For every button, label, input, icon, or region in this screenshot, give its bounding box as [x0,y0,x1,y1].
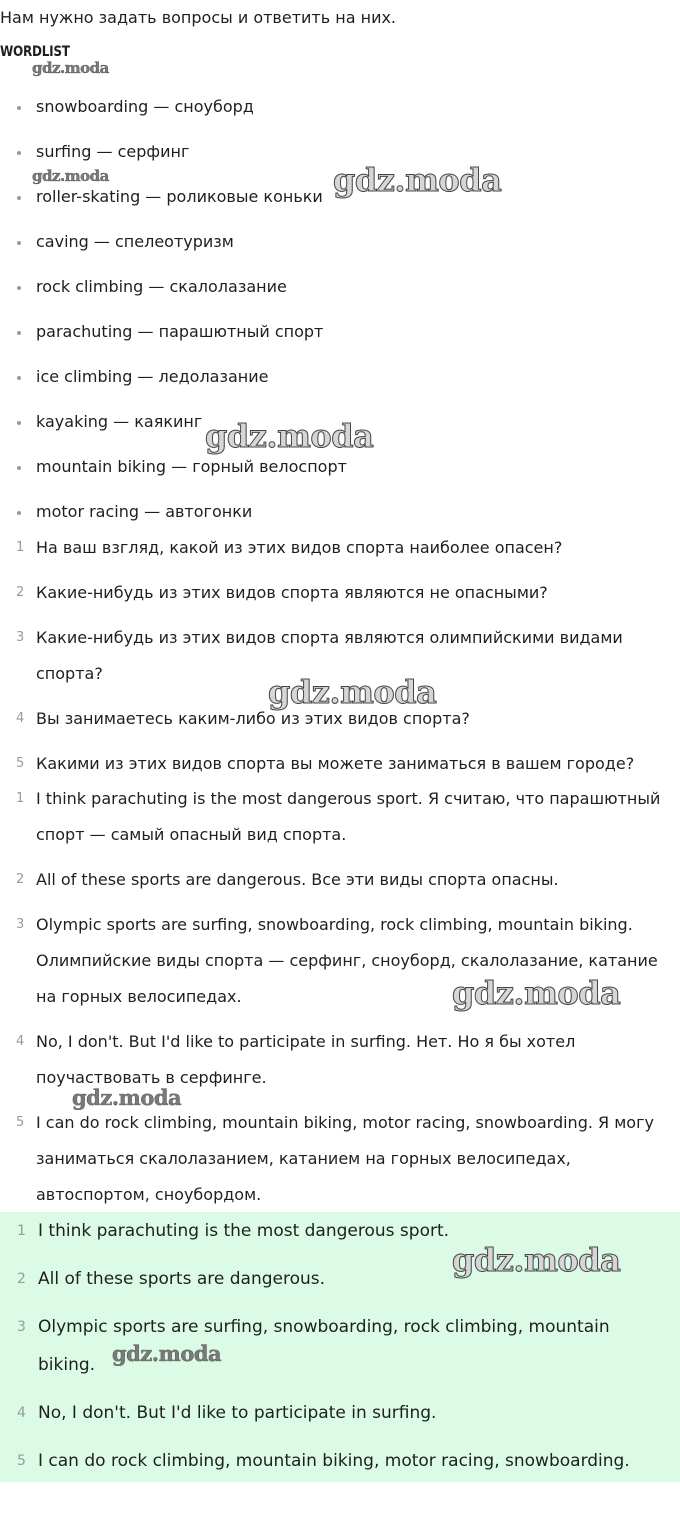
question-item [0,530,672,566]
answer-item [0,862,672,898]
short-answer-item [0,1212,660,1250]
answer-text: All of these sports are dangerous. Все эти виды спорта опасны. [36,870,559,889]
bullet-icon [17,466,21,470]
answer-item [0,781,672,853]
wordlist-item-text: surfing — серфинг [36,142,190,161]
item-number: 3 [16,630,25,645]
bullet-icon [17,106,21,110]
watermark: gdz.moda [452,974,621,1012]
intro-text: Нам нужно задать вопросы и ответить на них. [0,8,397,27]
question-text: На ваш взгляд, какой из этих видов спорта наиболее опасен? [36,538,563,557]
bullet-icon [17,151,21,155]
item-number: 1 [16,791,25,806]
watermark: gdz.moda [32,59,109,77]
question-item [0,701,672,737]
answer-item [0,907,672,1015]
item-number: 5 [16,756,25,771]
item-number: 1 [17,1223,26,1239]
wordlist-item [0,405,680,450]
question-text: Какими из этих видов спорта вы можете заниматься в вашем городе? [36,754,635,773]
item-number: 2 [16,872,25,887]
watermark: gdz.moda [333,161,502,199]
answers-list [0,781,672,1222]
question-text: Вы занимаетесь каким-либо из этих видов спорта? [36,709,470,728]
question-text: Какие-нибудь из этих видов спорта являются олимпийскими видами спорта? [36,628,623,683]
short-answer-text: No, I don't. But I'd like to participate in surfing. [38,1403,437,1423]
wordlist-item [0,225,680,270]
wordlist-item-text: ice climbing — ледолазание [36,367,269,386]
watermark: gdz.moda [112,1341,222,1366]
short-answer-item [0,1394,660,1432]
watermark: gdz.moda [205,417,374,455]
wordlist-item [0,315,680,360]
answer-text: I can do rock climbing, mountain biking, motor racing, snowboarding. Я могу заниматься скалолазанием, катанием на горных велосипедах, автоспортом, сноубордом. [36,1113,654,1204]
bullet-icon [17,511,21,515]
bullet-icon [17,376,21,380]
bullet-icon [17,286,21,290]
item-number: 5 [16,1115,25,1130]
short-answer-item [0,1442,660,1480]
answer-text: I think parachuting is the most dangerous sport. Я считаю, что парашютный спорт — самый опасный вид спорта. [36,789,661,844]
answer-text: Olympic sports are surfing, snowboarding, rock climbing, mountain biking. Олимпийские виды спорта — серфинг, сноуборд, скалолазание, катание на горных велосипедах. [36,915,658,1006]
item-number: 4 [16,711,25,726]
item-number: 2 [17,1271,26,1287]
item-number: 5 [17,1453,26,1469]
question-item [0,620,672,692]
bullet-icon [17,421,21,425]
short-answer-text: I think parachuting is the most dangerous sport. [38,1221,450,1241]
question-text: Какие-нибудь из этих видов спорта являются не опасными? [36,583,548,602]
answer-item [0,1024,672,1096]
wordlist-item-text: mountain biking — горный велоспорт [36,457,347,476]
item-number: 4 [16,1034,25,1049]
answer-text: No, I don't. But I'd like to participate in surfing. Нет. Но я бы хотел поучаствовать в серфинге. [36,1032,576,1087]
short-answers-list [0,1212,660,1490]
bullet-icon [17,241,21,245]
watermark: gdz.moda [268,673,437,711]
watermark: gdz.moda [32,167,109,185]
wordlist-item [0,90,680,135]
short-answer-text: I can do rock climbing, mountain biking, motor racing, snowboarding. [38,1451,630,1471]
wordlist [0,90,680,540]
bullet-icon [17,196,21,200]
item-number: 4 [17,1405,26,1421]
short-answer-item [0,1260,660,1298]
short-answer-text: All of these sports are dangerous. [38,1269,326,1289]
wordlist-item-text: roller-skating — роликовые коньки [36,187,323,206]
wordlist-item [0,270,680,315]
wordlist-item-text: kayaking — каякинг [36,412,203,431]
wordlist-item-text: caving — спелеотуризм [36,232,234,251]
item-number: 2 [16,585,25,600]
item-number: 3 [17,1319,26,1335]
item-number: 3 [16,917,25,932]
question-item [0,746,672,782]
wordlist-item [0,180,680,225]
answer-item [0,1105,672,1213]
watermark: gdz.moda [72,1085,182,1110]
questions-list [0,530,672,791]
watermark: gdz.moda [452,1241,621,1279]
short-answer-text: Olympic sports are surfing, snowboarding, rock climbing, mountain biking. [38,1317,610,1375]
question-item [0,575,672,611]
wordlist-item [0,135,680,180]
wordlist-item-text: parachuting — парашютный спорт [36,322,324,341]
wordlist-item-text: rock climbing — скалолазание [36,277,287,296]
wordlist-item-text: motor racing — автогонки [36,502,253,521]
item-number: 1 [16,540,25,555]
wordlist-item [0,360,680,405]
bullet-icon [17,331,21,335]
wordlist-heading: WORDLIST [0,44,70,60]
short-answer-item [0,1308,660,1384]
wordlist-item [0,450,680,495]
wordlist-item-text: snowboarding — сноуборд [36,97,254,116]
